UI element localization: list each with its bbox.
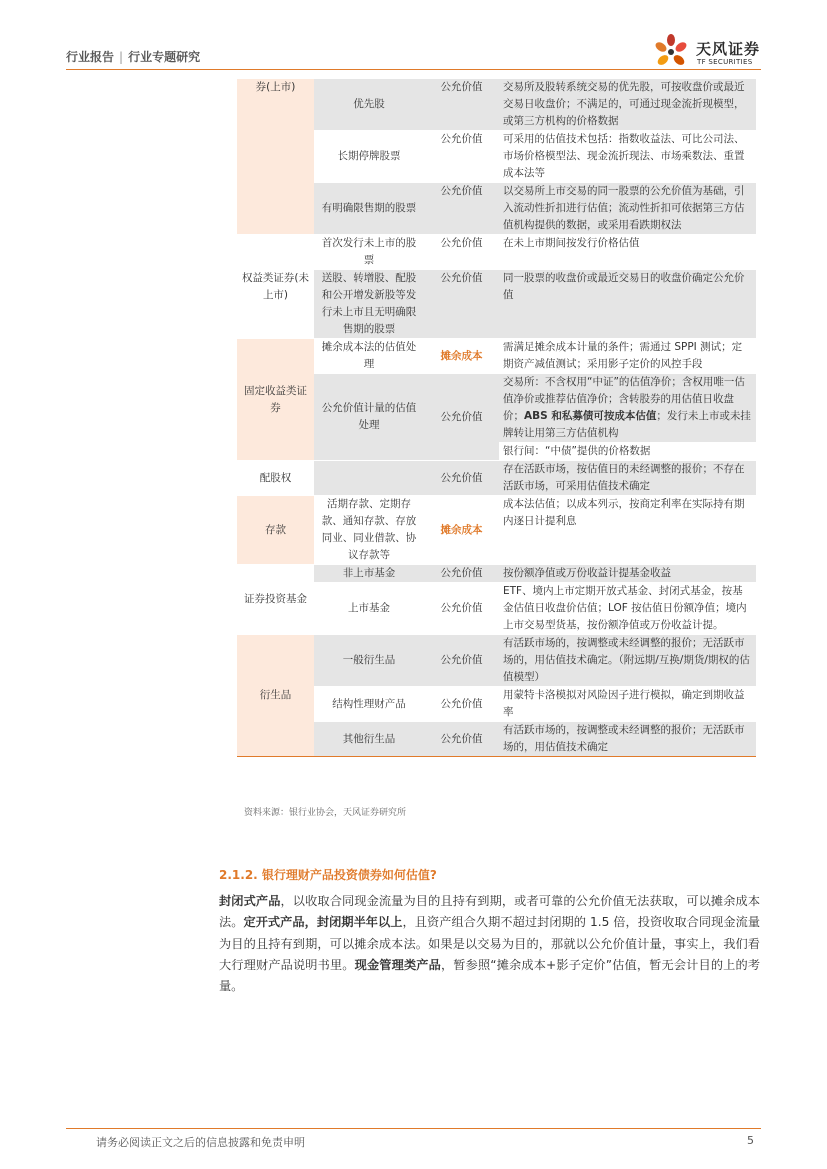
logo-subtitle: TF SECURITIES (697, 58, 753, 66)
table-row (237, 565, 756, 583)
header-separator: | (119, 50, 124, 64)
method-cell: 公允价值 (424, 374, 499, 461)
bold-phrase: 现金管理类产品 (354, 957, 441, 972)
method-cell: 公允价值 (424, 183, 499, 235)
category-cell: 配股权 (237, 461, 314, 496)
report-subtype: 行业专题研究 (128, 50, 201, 64)
table-row (237, 131, 756, 183)
report-type: 行业报告 (66, 50, 115, 64)
description-cell: ETF、境内上市定期开放式基金、封闭式基金，按基金估值日收盘价估值；LOF 按估值日份额净值；境内上市交易型货基，按份额净值或万份收益计提。 (499, 583, 756, 635)
method-cell: 公允价值 (424, 687, 499, 722)
method-cell: 摊余成本 (424, 339, 499, 374)
text-run: ，以收取合同现金流量为目的且持有到期，或者可靠的公允价值无法获取，可以摊余成本法。 (219, 894, 761, 930)
method-cell: 公允价值 (424, 461, 499, 496)
method-cell: 公允价值 (424, 722, 499, 757)
section-title: 2.1.2. 银行理财产品投资债券如何估值? (219, 868, 437, 882)
text-run: ，且资产组合久期不超过封闭期的 1.5 倍，投资收取合同现金流量为目的且持有到期，可以摊余成本法。如果是以交易为目的，那就以公允价值计量，事实上，我们看大行理财产品说明书里。 (219, 915, 761, 972)
description-cell: 成本法估值；以成本列示，按商定利率在实际持有期内逐日计提利息 (499, 496, 756, 565)
category-cell: 证券投资基金 (237, 565, 314, 635)
description-cell: 有活跃市场的，按调整或未经调整的报价；无活跃市场的，用估值技术确定。（附远期/互换/期货/期权的估值模型） (499, 635, 756, 687)
description-cell: 需满足摊余成本计量的条件；需通过 SPPI 测试；定期资产减值测试；采用影子定价的风控手段 (499, 339, 756, 374)
description-cell: 银行间：“中债”提供的价格数据 (499, 443, 756, 461)
description-cell: 可采用的估值技术包括：指数收益法、可比公司法、市场价格模型法、现金流折现法、市场乘数法、重置成本法等 (499, 131, 756, 183)
description-cell: 按份额净值或万份收益计提基金收益 (499, 565, 756, 583)
method-cell: 公允价值 (424, 79, 499, 131)
desc-part: 交易所：不含权用“中证”的估值净价；含权用唯一估值净价或推荐估值净价；含转股券的用估值日收盘价； (503, 376, 745, 422)
method-cell: 公允价值 (424, 583, 499, 635)
asset-name-cell: 其他衍生品 (314, 722, 424, 757)
asset-name-cell: 结构性理财产品 (314, 687, 424, 722)
method-cell: 公允价值 (424, 131, 499, 183)
table-row (237, 339, 756, 374)
description-cell (499, 374, 756, 443)
table-row (237, 461, 756, 496)
text-run: ，暂参照“摊余成本+影子定价”估值，暂无会计目的上的考量。 (219, 957, 761, 994)
description-cell: 存在活跃市场，按估值日的未经调整的报价；不存在活跃市场，可采用估值技术确定 (499, 461, 756, 496)
page-number: 5 (747, 1134, 754, 1147)
method-cell: 摊余成本 (424, 496, 499, 565)
table-row (237, 583, 756, 635)
table-row (237, 270, 756, 339)
report-header (66, 48, 200, 65)
description-cell: 在未上市期间按发行价格估值 (499, 235, 756, 270)
tf-securities-logo (650, 32, 765, 72)
asset-name-cell: 送股、转增股、配股和公开增发新股等发行未上市且无明确限售期的股票 (314, 270, 424, 339)
category-cell: 权益类证券(未上市) (237, 235, 314, 339)
table-row (237, 374, 756, 443)
description-cell: 用蒙特卡洛模拟对风险因子进行模拟，确定到期收益率 (499, 687, 756, 722)
asset-name-cell: 上市基金 (314, 583, 424, 635)
asset-name-cell: 一般衍生品 (314, 635, 424, 687)
asset-name-cell: 公允价值计量的估值处理 (314, 374, 424, 461)
table-row (237, 687, 756, 722)
table-row (237, 635, 756, 687)
asset-name-cell: 长期停牌股票 (314, 131, 424, 183)
valuation-table (237, 78, 756, 757)
table-source: 资料来源：银行业协会，天风证券研究所 (244, 808, 407, 818)
description-cell: 同一股票的收盘价或最近交易日的收盘价确定公允价值 (499, 270, 756, 339)
desc-part: ；发行未上市或未挂牌转让用第三方估值机构 (503, 410, 751, 439)
method-cell: 公允价值 (424, 235, 499, 270)
asset-name-cell: 活期存款、定期存款、通知存款、存放同业、同业借款、协议存款等 (314, 496, 424, 565)
asset-name-cell: 非上市基金 (314, 565, 424, 583)
table-row (237, 79, 756, 131)
bold-phrase: 封闭式产品 (219, 894, 281, 908)
method-cell: 公允价值 (424, 270, 499, 339)
asset-name-cell (314, 461, 424, 496)
table-row (237, 722, 756, 757)
table-row (237, 496, 756, 565)
method-cell: 公允价值 (424, 565, 499, 583)
category-cell: 固定收益类证券 (237, 339, 314, 461)
description-cell: 以交易所上市交易的同一股票的公允价值为基础，引入流动性折扣进行估值；流动性折扣可依据第三方估值机构提供的数据，或采用看跌期权法 (499, 183, 756, 235)
table-row (237, 183, 756, 235)
category-cell: 衍生品 (237, 635, 314, 757)
description-cell: 有活跃市场的，按调整或未经调整的报价；无活跃市场的，用估值技术确定 (499, 722, 756, 757)
footer-disclaimer: 请务必阅读正文之后的信息披露和免责申明 (96, 1136, 305, 1149)
description-cell: 交易所及股转系统交易的优先股，可按收盘价或最近交易日收盘价；不满足的，可通过现金流折现模型，或第三方机构的价格数据 (499, 79, 756, 131)
asset-name-cell: 首次发行未上市的股票 (314, 235, 424, 270)
category-cell: 存款 (237, 496, 314, 565)
desc-bold-part: ABS 和私募债可按成本估值 (524, 410, 657, 422)
footer-rule (66, 1128, 761, 1129)
asset-name-cell: 有明确限售期的股票 (314, 183, 424, 235)
body-paragraph (219, 891, 760, 997)
asset-name-cell: 摊余成本法的估值处理 (314, 339, 424, 374)
table-row (237, 235, 756, 270)
category-cell: 券(上市) (237, 79, 314, 235)
bold-phrase: 定开式产品，封闭期半年以上 (243, 915, 403, 930)
method-cell: 公允价值 (424, 635, 499, 687)
flower-logo-icon (650, 32, 692, 72)
logo-name: 天风证券 (696, 40, 761, 58)
asset-name-cell: 优先股 (314, 79, 424, 131)
